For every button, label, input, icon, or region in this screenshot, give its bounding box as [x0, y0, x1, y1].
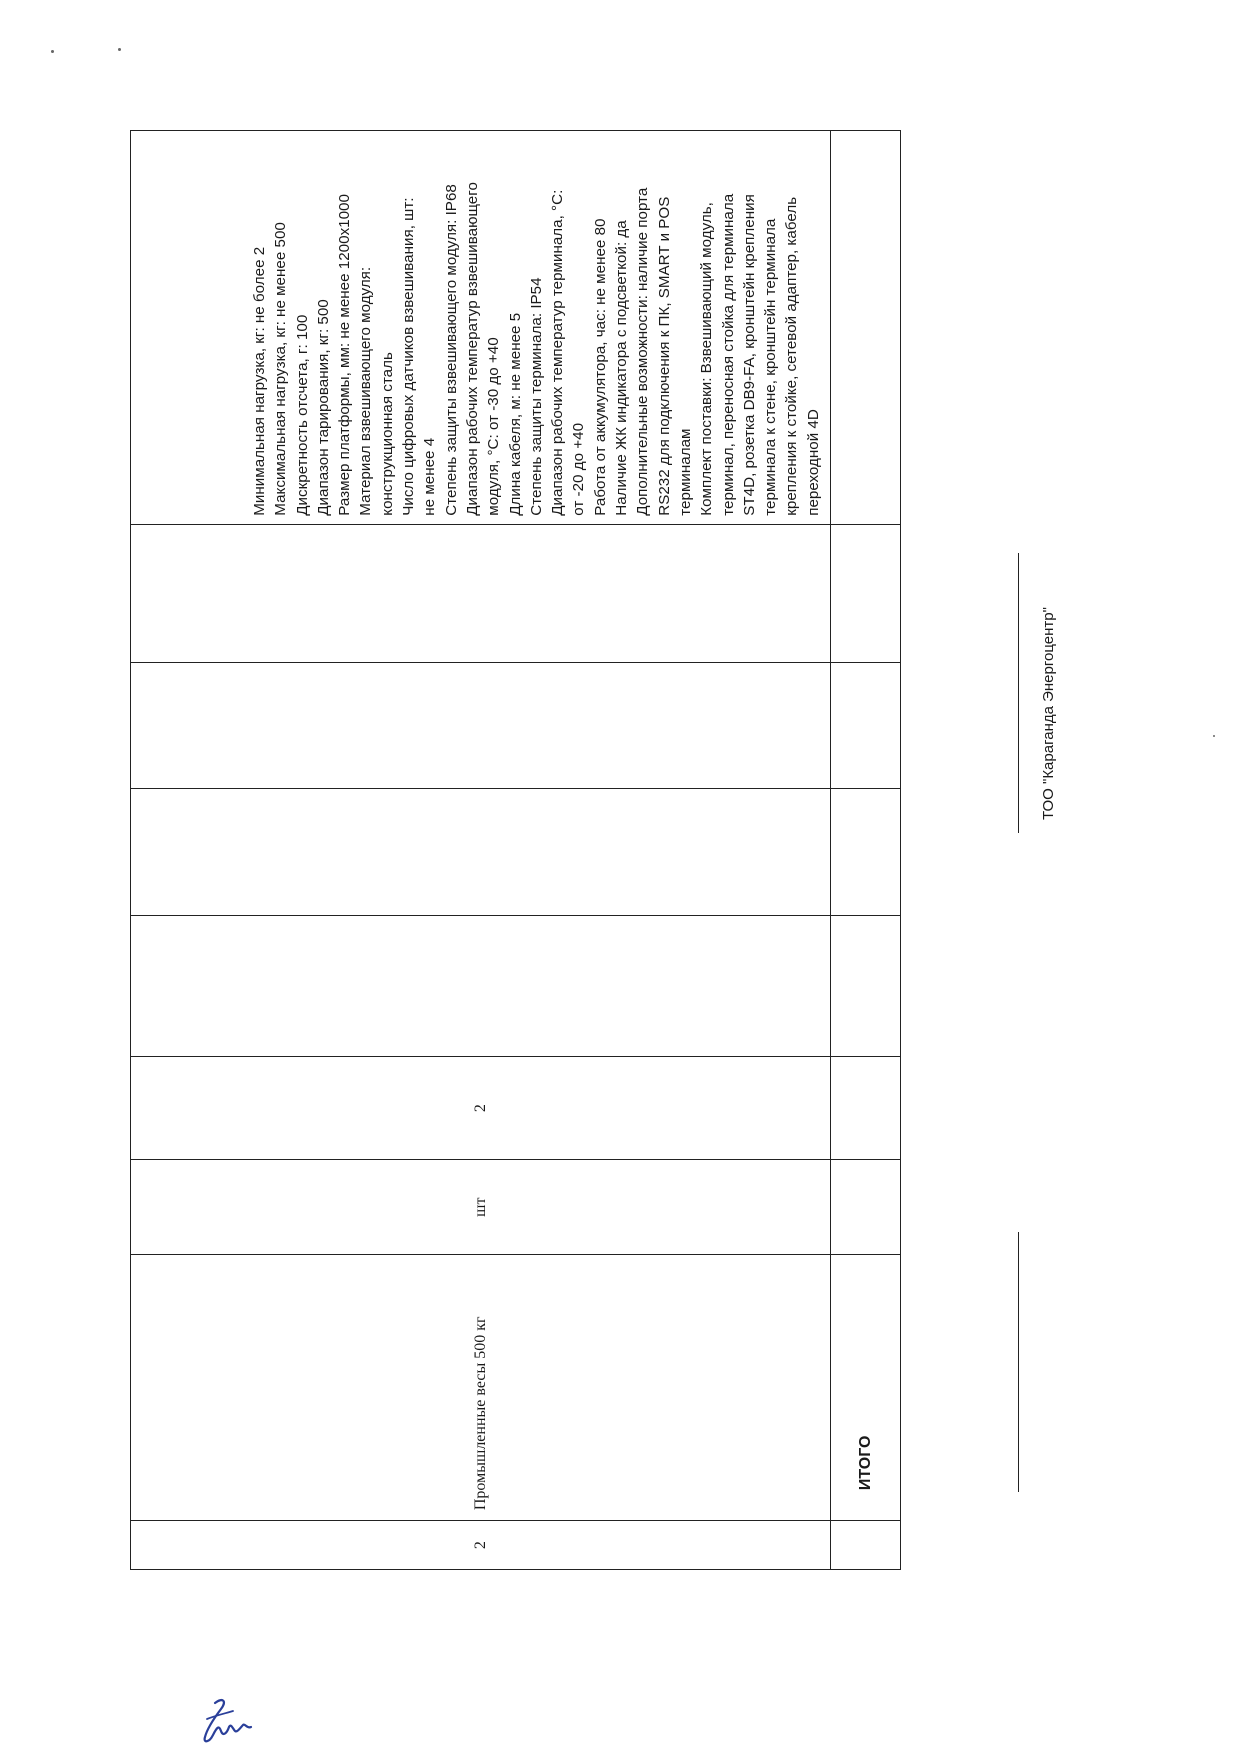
item-quantity: 2 — [131, 1056, 831, 1159]
specification-line: Максимальная нагрузка, кг: не менее 500 — [272, 222, 290, 516]
signature-line-right — [1018, 553, 1019, 833]
total-label: ИТОГО — [831, 1255, 901, 1521]
empty-cell — [131, 524, 831, 662]
specification-line: конструкционная сталь — [378, 352, 396, 516]
specification-line: Степень защиты взвешивающего модуля: IP68 — [442, 184, 460, 516]
item-specifications — [131, 131, 831, 525]
empty-cell — [831, 662, 901, 788]
empty-cell — [131, 789, 831, 915]
total-row — [831, 131, 901, 1570]
item-unit: шт — [131, 1160, 831, 1255]
specifications-list — [131, 135, 824, 516]
specification-line: RS232 для подключения к ПК, SMART и POS — [655, 196, 673, 516]
specification-table — [130, 130, 901, 1570]
empty-cell — [131, 662, 831, 788]
specification-line: Комплект поставки: Взвешивающий модуль, — [698, 202, 716, 516]
specification-line: терминала к стене, кронштейн терминала — [762, 218, 780, 516]
empty-cell — [831, 524, 901, 662]
empty-cell — [831, 1160, 901, 1255]
specification-line: Дополнительные возможности: наличие порта — [634, 187, 652, 516]
specification-line: Диапазон тарирования, кг: 500 — [314, 299, 332, 516]
empty-cell — [831, 1521, 901, 1570]
specification-line: терминалам — [676, 428, 694, 516]
empty-cell — [831, 789, 901, 915]
empty-cell — [831, 1056, 901, 1159]
specification-line: Наличие ЖК индикатора с подсветкой: да — [613, 220, 631, 516]
specification-line: терминал, переносная стойка для терминала — [719, 193, 737, 516]
handwritten-signature-icon — [193, 1695, 263, 1745]
specification-line: Дискретность отсчета, г: 100 — [293, 314, 311, 516]
specification-line: не менее 4 — [421, 437, 439, 516]
specification-line: Размер платформы, мм: не менее 1200х1000 — [336, 194, 354, 516]
specification-line: Длина кабеля, м: не менее 5 — [506, 312, 524, 516]
specification-line: Материал взвешивающего модуля: — [357, 266, 375, 516]
specification-line: переходной 4D — [804, 409, 822, 516]
scan-speck — [118, 48, 121, 51]
scan-speck — [51, 50, 54, 53]
table-row — [131, 131, 831, 1570]
scan-speck — [1213, 735, 1215, 737]
signature-line-left — [1018, 1232, 1019, 1492]
specification-line: модуля, °С: от -30 до +40 — [485, 337, 503, 516]
item-name: Промышленные весы 500 кг — [131, 1255, 831, 1521]
specification-line: Минимальная нагрузка, кг: не более 2 — [251, 246, 268, 516]
organization-name: ТОО "Караганда Энергоцентр" — [1040, 607, 1057, 820]
specification-line: от -20 до +40 — [570, 422, 588, 516]
specification-line: ST4D, розетка DB9-FA, кронштейн крепления — [740, 194, 758, 516]
specification-line: Диапазон рабочих температур взвешивающего — [463, 182, 481, 516]
footer-rotated — [1040, 520, 1070, 820]
specification-line: крепления к стойке, сетевой адаптер, кабель — [783, 196, 801, 516]
rotated-landscape-content — [130, 130, 930, 1570]
specification-line: Работа от аккумулятора, час: не менее 80 — [591, 218, 609, 516]
row-number: 2 — [131, 1521, 831, 1570]
empty-cell — [831, 131, 901, 525]
empty-cell — [131, 915, 831, 1056]
specification-line: Число цифровых датчиков взвешивания, шт: — [400, 197, 418, 516]
specification-line: Диапазон рабочих температур терминала, °С: — [549, 189, 567, 516]
specification-line: Степень защиты терминала: IP54 — [527, 277, 545, 516]
empty-cell — [831, 915, 901, 1056]
